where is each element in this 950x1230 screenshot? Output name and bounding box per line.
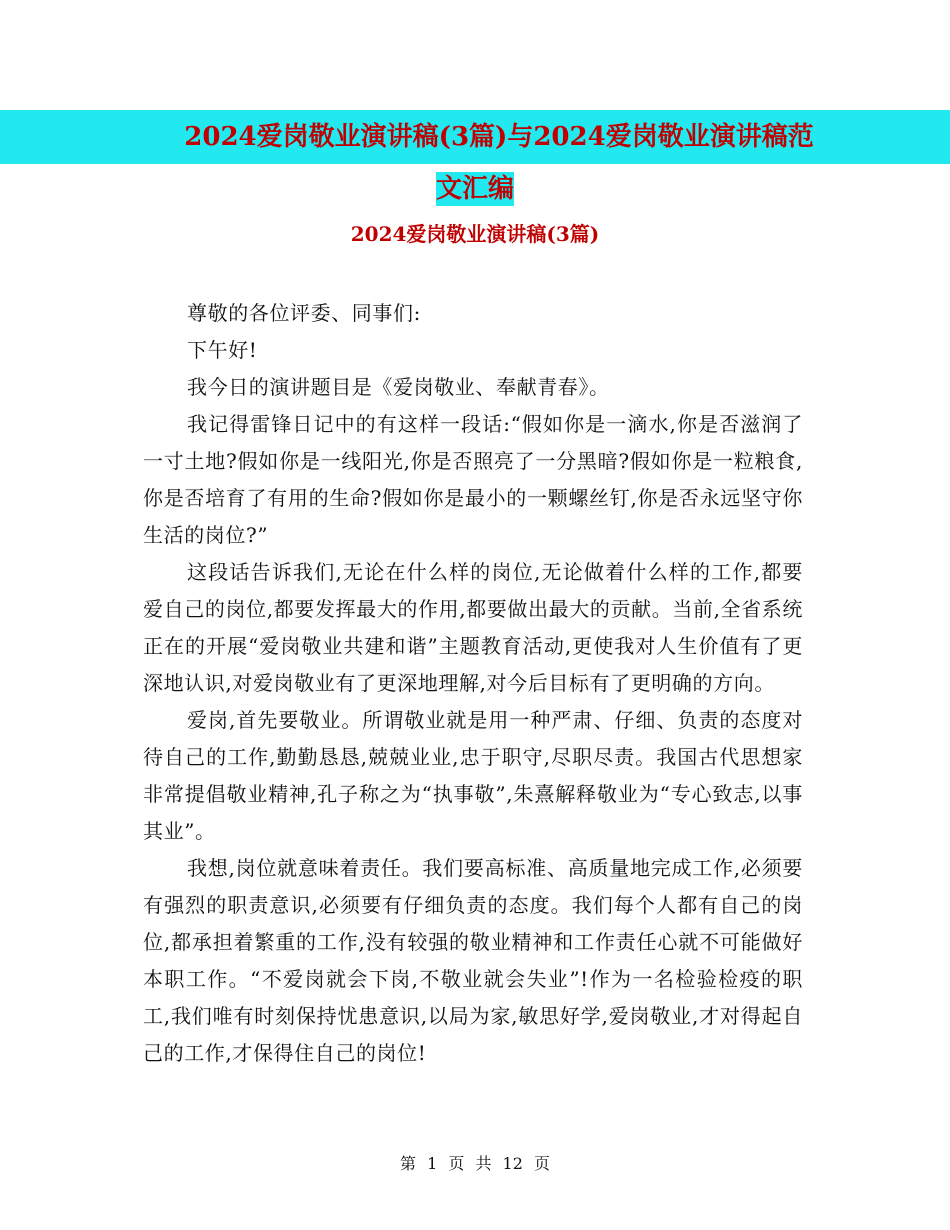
page-footer: 第 1 页 共 12 页: [400, 1154, 550, 1173]
greeting: 下午好!: [187, 338, 258, 362]
paragraph: 我想,岗位就意味着责任。我们要高标准、高质量地完成工作,必须要有强烈的职责意识,必须要有仔细负责的态度。我们每个人都有自己的岗位,都承担着繁重的工作,没有较强的敬业精神和工作责任心就不可能做好本职工作。“不爱岗就会下岗,不敬业就会失业”!作为一名检验检疫的职工,我们唯有时刻保持忧患意识,以局为家,敏思好学,爱岗敬业,才对得起自己的工作,才保得住自己的岗位!: [143, 856, 803, 1065]
document-title: [0, 110, 950, 214]
title-line-1: 2024爱岗敬业演讲稿(3篇)与2024爱岗敬业演讲稿范: [184, 122, 814, 152]
section-heading: 2024爱岗敬业演讲稿(3篇): [350, 222, 600, 246]
document-body: [143, 295, 803, 1072]
paragraph: 这段话告诉我们,无论在什么样的岗位,无论做着什么样的工作,都要爱自己的岗位,都要发挥最大的作用,都要做出最大的贡献。当前,全省系统正在的开展“爱岗敬业共建和谐”主题教育活动,更使我对人生价值有了更深地认识,对爱岗敬业有了更深地理解,对今后目标有了更明确的方向。: [143, 560, 803, 695]
title-line-2: 文汇编: [435, 174, 514, 204]
salutation: 尊敬的各位评委、同事们:: [187, 301, 421, 325]
paragraph: 我记得雷锋日记中的有这样一段话:“假如你是一滴水,你是否滋润了一寸土地?假如你是一线阳光,你是否照亮了一分黑暗?假如你是一粒粮食,你是否培育了有用的生命?假如你是最小的一颗螺丝钉,你是否永远坚守你生活的岗位?”: [143, 412, 803, 547]
paragraph: 爱岗,首先要敬业。所谓敬业就是用一种严肃、仔细、负责的态度对待自己的工作,勤勤恳恳,兢兢业业,忠于职守,尽职尽责。我国古代思想家非常提倡敬业精神,孔子称之为“执事敬”,朱熹解释敬业为“专心致志,以事其业”。: [143, 708, 803, 843]
paragraph: 我今日的演讲题目是《爱岗敬业、奉献青春》。: [187, 375, 610, 399]
